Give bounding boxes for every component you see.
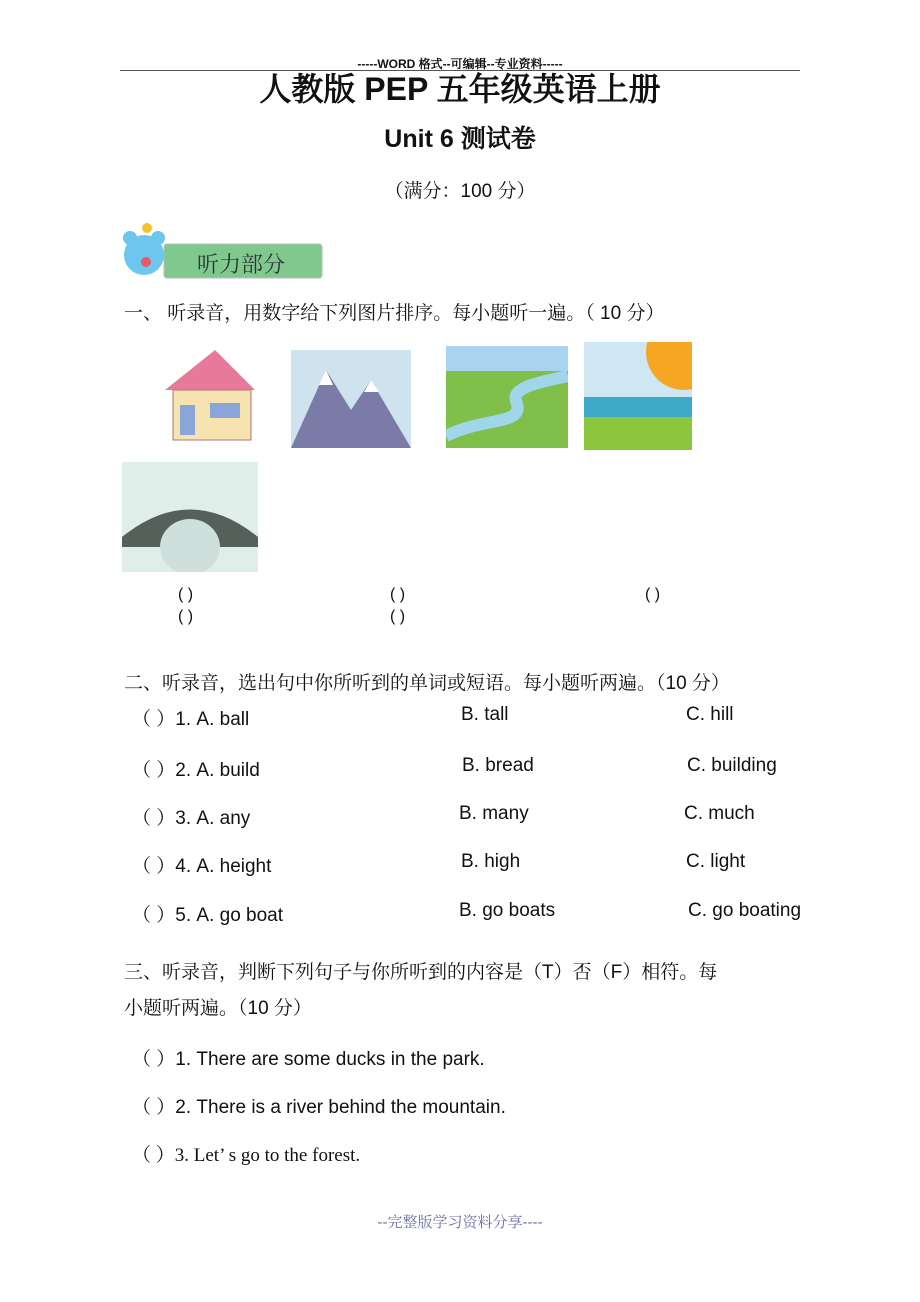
full-score: （满分：100 分） xyxy=(384,181,536,202)
listening-badge-label: 听力部分 xyxy=(197,252,286,277)
header-watermark: -----WORD 格式--可编辑--专业资料----- xyxy=(357,57,563,71)
picture-blank-4[interactable]: ( ) xyxy=(178,608,194,625)
statement-3: （ ）3. Let’ s go to the forest. xyxy=(132,1145,361,1166)
option-b: B. high xyxy=(461,851,521,872)
option-b: B. many xyxy=(459,803,529,824)
picture-blank-1[interactable]: ( ) xyxy=(178,586,194,603)
page-title: 人教版 PEP 五年级英语上册 xyxy=(259,71,661,107)
section3-title-line2: 小题听两遍。（10 分） xyxy=(124,998,312,1019)
question-number: （ ）2. A. build xyxy=(132,760,260,781)
option-c: C. hill xyxy=(686,704,734,725)
section2-title: 二、听录音，选出句中你所听到的单词或短语。每小题听两遍。（10 分） xyxy=(124,673,730,694)
bridge-picture xyxy=(122,462,258,572)
option-b: B. go boats xyxy=(459,900,556,921)
page-subtitle: Unit 6 测试卷 xyxy=(384,125,536,153)
house-picture xyxy=(155,345,263,445)
option-b: B. tall xyxy=(461,704,509,725)
river-picture xyxy=(446,346,568,448)
section3-title-line1: 三、听录音，判断下列句子与你所听到的内容是（T）否（F）相符。每 xyxy=(124,962,718,983)
option-c: C. go boating xyxy=(688,900,802,921)
picture-blank-3[interactable]: ( ) xyxy=(645,586,661,603)
option-c: C. building xyxy=(687,755,777,776)
listening-badge xyxy=(122,222,324,287)
mountains-picture xyxy=(291,350,411,448)
question-number: （ ）5. A. go boat xyxy=(132,905,284,926)
footer-watermark: --完整版学习资料分享---- xyxy=(377,1214,543,1231)
option-c: C. much xyxy=(684,803,755,824)
picture-blank-5[interactable]: ( ) xyxy=(390,608,406,625)
statement-1: （ ）1. There are some ducks in the park. xyxy=(132,1049,485,1070)
statement-2: （ ）2. There is a river behind the mountain. xyxy=(132,1097,506,1118)
question-number: （ ）3. A. any xyxy=(132,808,251,829)
option-b: B. bread xyxy=(462,755,534,776)
option-c: C. light xyxy=(686,851,746,872)
picture-blank-2[interactable]: ( ) xyxy=(390,586,406,603)
lake-picture xyxy=(584,342,692,450)
question-number: （ ）1. A. ball xyxy=(132,709,250,730)
section1-title: 一、 听录音，用数字给下列图片排序。每小题听一遍。（ 10 分） xyxy=(124,303,665,324)
question-number: （ ）4. A. height xyxy=(132,856,272,877)
